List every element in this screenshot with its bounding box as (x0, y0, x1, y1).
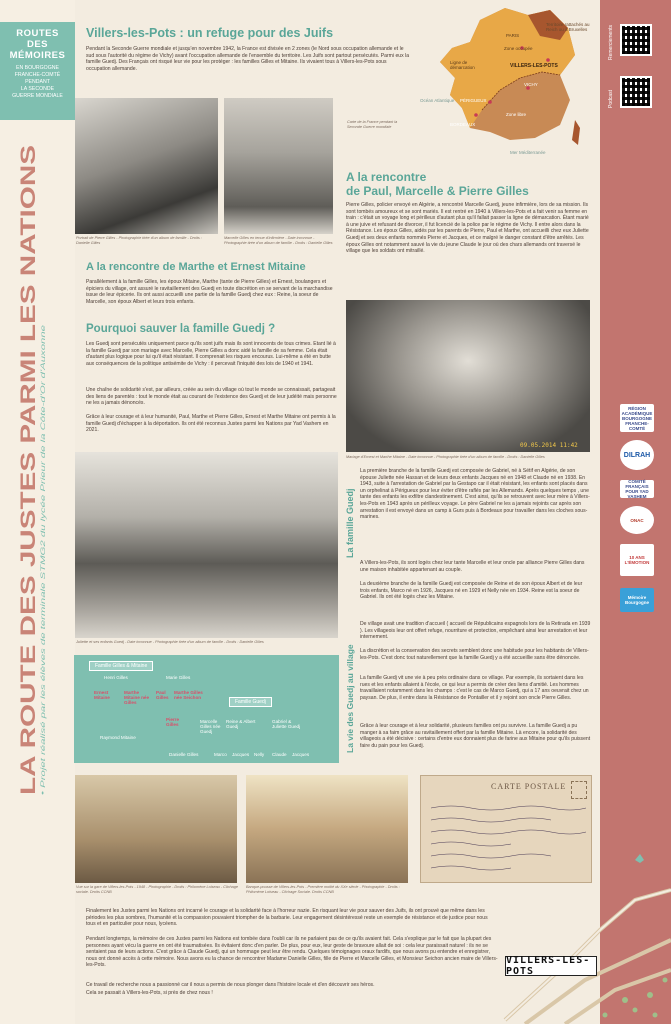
map-label-zone-libre: Zone libre (506, 112, 527, 117)
tree-gabriel: Gabriel & Juliette Guedj (272, 719, 301, 730)
villers-les-pots-badge: VILLERS-LES-POTS (505, 956, 597, 976)
photo-wedding (346, 300, 590, 452)
paul-section-text: Pierre Gilles, policier envoyé en Algérie, a rencontré Marcelle Guedj, jeune infirmière, lors de sa mission. Ils sont tombés amoureux et se sont mariés. Il est rentré en 1940 à Villers-les-Pots et a fait venir sa femme en train : c'était un voyage long et périlleux d'autant plus qu'il fallait passer la ligne de démarcation. Étant marié à une juive et refusant de divorcer, il fut licencié de la police par le régime de Vichy. Il entre alors dans la Résistance. Les époux Gilles, aidés par les parents de Pierre, Paul et Marthe, ont accueilli chez eux Juliette Guedj et ses deux enfants nommés Pierre et Jacques, et ce malgré le danger constant d'être arrêtés. Les époux Gilles ont notamment sauvé la vie du jeune Claude le jour où des chars allemands ont traversé le village que les soldats ont mitraillé. (346, 202, 589, 255)
partner-logo-yad-vashem: COMITÉ FRANÇAIS POUR YAD VASHEM (620, 480, 654, 498)
bordeaux-marker (474, 113, 478, 117)
paul-section-title2: de Paul, Marcelle & Pierre Gilles (346, 184, 529, 198)
vie-p3: La famille Guedj vit une vie à peu près ordinaire dans ce village. Par exemple, ils sortaient dans les rues et les enfants allaient à l'école, ce qui leur a permis de créer des liens d'amitié. Les hommes travaillaient notamment dans les champs : c'est le cas de Marco Guedj, qui a 17 ans oeuvrait chez un paysan. De plus, il entre dans la Résistance de Pontailler et il y rejoint son oncle Pierre Gilles. (360, 675, 589, 701)
map-label-perigueux: PÉRIGUEUX (460, 98, 487, 103)
tree-marcelle: Marcelle Gilles née Guedj (200, 719, 221, 735)
map-label-ligne: Ligne de démarcation (450, 60, 475, 70)
postcard-title: CARTE POSTALE (491, 782, 567, 791)
qr1-label: Remerciements (608, 24, 614, 60)
logo-sub4: LA SECONDE (20, 86, 55, 92)
tree-ernest: Ernest Mitaine (94, 690, 110, 701)
map-label-ocean: Océan Atlantique (420, 98, 455, 103)
pourquoi-p1: Les Guedj sont persécutés uniquement parce qu'ils sont juifs mais ils sont innocents de tous crimes. Etant lié à la famille Guedj par son mariage avec Marcelle, Pierre Gilles a donc aidé la famille de sa femme. Cela était d'autant plus logique pour lui qu'il était résistant. Il comprenait les risques encourus. Lui-même a été en butte aux conséquences de la politique antisémite de Vichy : il percevait l'iniquité des lois de 1940 et 1941. (86, 341, 336, 367)
postcard-street-photo (246, 775, 408, 883)
partner-logo-memoire: Mémoire Bourgogne (620, 588, 654, 612)
map-caption: Carte de la France pendant la Seconde Guerre mondiale (347, 120, 398, 129)
qr-code-remerciements[interactable] (620, 24, 652, 56)
map-label-paris: PARIS (506, 33, 520, 38)
postcard-back (420, 775, 592, 883)
caption-marcelle: Marcelle Gilles en tenue d'infirmière - Date inconnue - Photographie tirée d'un album de famille - Droits : Danielle Gilles (224, 236, 333, 245)
tree-pierre: Pierre Gilles (166, 717, 180, 728)
famille-guedj-vlabel: La famille Guedj (345, 488, 355, 558)
conclusion-p1: Finalement les Justes parmi les Nations ont incarné le courage et la solidarité face à l'horreur nazie. En risquant leur vie pour sauver des Juifs, ils ont prouvé que même dans les périodes les plus sombres, l'humanité et la compassion pouvaient triompher de la barbarie. Leur engagement désintéressé reste un exemple de résistance et de justice pour nous tous et en particulier pour nous, lycéens. (86, 908, 488, 928)
tree-jacques-b: Jacques (292, 752, 310, 757)
tree-marie: Marie Gilles (166, 675, 191, 680)
vertical-title-block (6, 140, 46, 800)
vertical-subtitle: • Projet réalisé par les élèves de terminale STMG2 du lycée Prieur de la Côte-d'Or d'Auxonne (40, 526, 47, 795)
logo-sub5: GUERRE MONDIALE (12, 93, 63, 99)
famille-guedj-p2: A Villers-les-Pots, ils sont logés chez leur tante Marcelle et leur oncle par alliance Pierre Gilles dans une maison inhabitée appartenant au couple. (360, 560, 585, 573)
map-label-bordeaux: BORDEAUX (450, 122, 476, 127)
map-label-mer: Mer Méditerranée (510, 150, 546, 155)
partner-logo-region: RÉGION ACADÉMIQUE BOURGOGNE FRANCHE-COMTÉ (621, 405, 653, 431)
tree-henri: Henri Gilles (104, 675, 128, 680)
qr-code-podcast[interactable] (620, 76, 652, 108)
vie-vlabel-wrap (342, 620, 356, 755)
famille-guedj-vlabel-wrap (342, 470, 356, 560)
logo-line1: ROUTES (16, 28, 59, 39)
decorative-map-corner (505, 870, 671, 1024)
photo-marcelle-gilles (224, 98, 333, 234)
handwriting-lines (429, 798, 589, 878)
caption-wedding: Mariage d'Ernest et Marthe Mitaine - Date inconnue - Photographie tirée d'un album de famille - Droits : Danielle Gilles (346, 455, 545, 459)
vie-vlabel: La vie des Guedj au village (345, 644, 355, 753)
tree-claude: Claude (272, 752, 287, 757)
map-label-territoire: Territoire rattachés au Reich ou à Bruxelles (546, 22, 590, 32)
tree-jacques-a: Jacques (232, 752, 250, 757)
partner-logo-10ans: 10 ANS L'ÉMOTION (620, 544, 654, 576)
tree-reine: Reine & Albert Guedj (226, 719, 256, 730)
tree-header-gilles: Famille Gilles & Mitaine (89, 661, 153, 671)
vie-p4: Grâce à leur courage et à leur solidarité, plusieurs familles ont pu survivre. La famille Guedj a pu manger à sa faim grâce au ravitaillement offert par la famille Mitaine. Là encore, la solidarité des villageois a été décisive : certains d'entre eux donnaient plus de farine aux Mitaine pour qu'ils puissent faire du pain pour les Guedj. (360, 723, 591, 749)
conclusion-p3: Ce travail de recherche nous a passionné car il nous a permis de nous plonger dans l'histoire locale et d'en découvrir ses héros. (86, 982, 375, 988)
vie-p1: De village avait une tradition d'accueil ( accueil de Républicains espagnols lors de la Retirada en 1939 ). Les villageois leur ont offert refuge, nourriture et protection, empêchant ainsi leur arrestation et leur internement. (360, 621, 591, 641)
marthe-section-text: Parallèlement à la famille Gilles, les époux Mitaine, Marthe (tante de Pierre Gilles) et Ernest, boulangers et épiciers du village, ont assuré le ravitaillement des Guedj en toute discrétion en se servant de la marchandise issue de leur épicerie. Ils ont aussi accueilli une partie de la famille Guedj chez eux : Reine, la soeur de Marcelle, son époux Albert et leurs trois enfants. (86, 279, 333, 305)
tree-marthe-seichon: Marthe Gilles née Seichon (174, 690, 203, 701)
routes-memoires-logo (0, 22, 75, 120)
qr2-label: Podcast (608, 89, 614, 108)
tree-marthe-mitaine: Marthe Mitaine née Gilles (124, 690, 150, 706)
photo-horse (75, 452, 338, 638)
famille-guedj-p3: La deuxième branche de la famille Guedj est composée de Reine et de son époux Albert et de leur trois enfants, Marco né en 1926, Jacques né en 1929 et Nelly née en 1934. Reine est la soeur de Gabriel. Ils ont été logés chez les Mitaine. (360, 581, 583, 601)
postcard-station-photo (75, 775, 237, 883)
famille-guedj-p1: La première branche de la famille Guedj est composée de Gabriel, né à Sétif en Algérie, de son épouse Juliette née Hassan et de leurs deux enfants Jacques né en 1948 et Claude né en 1938. En 1943, suite à l'arrestation de Gabriel par la Gestapo car il était résistant, les enfants sont placés dans un orphelinat à Périgueux pour leur éviter d'être raflés par les Allemands. Après quelques temps , une tante des enfants les exfiltre clandestinement. C'est ainsi, qu'ils se retrouvent avec leur mère à Villers-les-Pots en 1943 après un périlleux voyage. Le père Gabriel ne les a jamais rejoints car après son arrestation il est envoyé dans un camp à Gurs puis à Bordeaux pour travailler dans les cloches sous-marines. (360, 468, 590, 521)
map-label-vichy: VICHY (524, 82, 538, 87)
pourquoi-p3: Grâce à leur courage et à leur humanité, Paul, Marthe et Pierre Gilles, Ernest et Marthe Mitaine ont permis à la famille Guedj d'échapper à la déportation. Ils ont été reconnus Justes parmi les Nations par Yad Vashem en 2021. (86, 414, 336, 434)
photo-timestamp: 09.05.2014 11:42 (520, 442, 578, 449)
family-tree (74, 655, 339, 763)
tree-raymond: Raymond Mitaine (100, 735, 136, 740)
marthe-section-title: A la rencontre de Marthe et Ernest Mitaine (86, 261, 306, 273)
corsica-shape (572, 120, 580, 145)
caption-station: Vue sur la gare de Villers-les-Pots - 1948 - Photographie - Droits : Philomène Loiseau - Clichage sociale. Droits CCNB (76, 885, 238, 894)
logo-line2: DES (26, 39, 49, 50)
logo-sub2: FRANCHE-COMTÉ (14, 72, 61, 78)
caption-street: Banque-pousse de Villers-les-Pots - Première moitié du XXe siècle - Photographie - Droits : Philomène Loiseau - Clichage Sociale. Droits CCNB (246, 885, 400, 894)
intro-title: Villers-les-Pots : un refuge pour des Juifs (86, 26, 334, 40)
pourquoi-title: Pourquoi sauver la famille Guedj ? (86, 323, 276, 335)
pourquoi-p2: Une chaîne de solidarité s'est, par ailleurs, créée au sein du village où tout le monde se connaissait, partageait des liens de parentés : tout le monde était au courant de l'existence des Guedj et de leur judéité mais personne ne les a jamais dénoncés. (86, 387, 337, 407)
caption-horse: Juliette et ses enfants Guedj - Date inconnue - Photographie tirée d'un album de famille - Droits : Danielle Gilles (76, 640, 264, 644)
logo-sub3: PENDANT (25, 79, 50, 85)
tree-nelly: Nelly (254, 752, 265, 757)
villers-marker (546, 58, 550, 62)
vertical-title: LA ROUTE DES JUSTES PARMI LES NATIONS (17, 334, 40, 795)
tree-danielle: Danielle Gilles (169, 752, 199, 757)
conclusion-p2: Pendant longtemps, la mémoire de ces Justes parmi les Nations est tombée dans l'oubli car ils ne parlaient pas de ce qu'ils avaient fait. Cela s'explique par le fait que la plupart des personnes ayant vécu la guerre en ont été traumatisées. Ils évitaient donc d'en parler. De plus, pour eux, leur geste de bravoure allait de soi : cela leur paraissait naturel : ils ne se sentaient pas de leurs actions. C'est grâce à Claude Guedj, qui un hommage peut leur être rendu. Quelques témoignages oraux fardifs, que nous avons pu entendre et enregistrer, nous ont donné accès à cette mémoire. Nous avons eu la chance de rencontrer Madame Danielle Gilles, fille de Pierre et Marcelle Gilles, et Monsieur Seichon ancien maire de Villers-les-Pots. (86, 936, 498, 969)
tree-header-guedj: Famille Guedj (229, 697, 272, 707)
france-map (410, 0, 600, 170)
tree-marco: Marco (214, 752, 227, 757)
tree-paul: Paul Gilles (156, 690, 169, 701)
caption-pierre: Portrait de Pierre Gilles - Photographie tirée d'un album de famille - Droits : Danielle Gilles (76, 236, 202, 245)
partner-logo-onac: ONAC (620, 506, 654, 534)
map-label-villers: VILLERS-LES-POTS (510, 63, 558, 69)
photo-pierre-gilles (75, 98, 218, 234)
logo-sub1: EN BOURGOGNE (16, 65, 59, 71)
map-label-zone-occupee: Zone occupée (504, 46, 533, 51)
vie-p2: La discrétion et la conservation des secrets semblent donc une habitude pour les habitants de Villers-les-Pots. C'est donc tout naturellement que la famille Guedj y a été accueillie sans être dénoncée. (360, 648, 589, 661)
conclusion-p4: Cela se passait à Villers-les-Pots, si près de chez nous ! (86, 990, 213, 996)
intro-text: Pendant la Seconde Guerre mondiale et jusqu'en novembre 1942, la France est divisée en 2 zones (le Nord sous occupation allemande et le sud sous l'autorité du régime de Vichy) avant l'occupation allemande de l'ensemble du territoire. Les Juifs sont partout persécutés. Parmi eux la famille Guedj. Des Français ont risqué leur vie pour les protéger : les familles Gilles et Mitaine. Ils vivaient tous à Villers-les-Pots sous occupation allemande. (86, 46, 410, 72)
paul-section-title1: A la rencontre (346, 170, 427, 184)
partner-logo-dilrah: DILRAH (620, 440, 654, 470)
perigueux-marker (488, 100, 492, 104)
logo-line3: MÉMOIRES (9, 50, 66, 61)
stamp-box (571, 781, 587, 799)
